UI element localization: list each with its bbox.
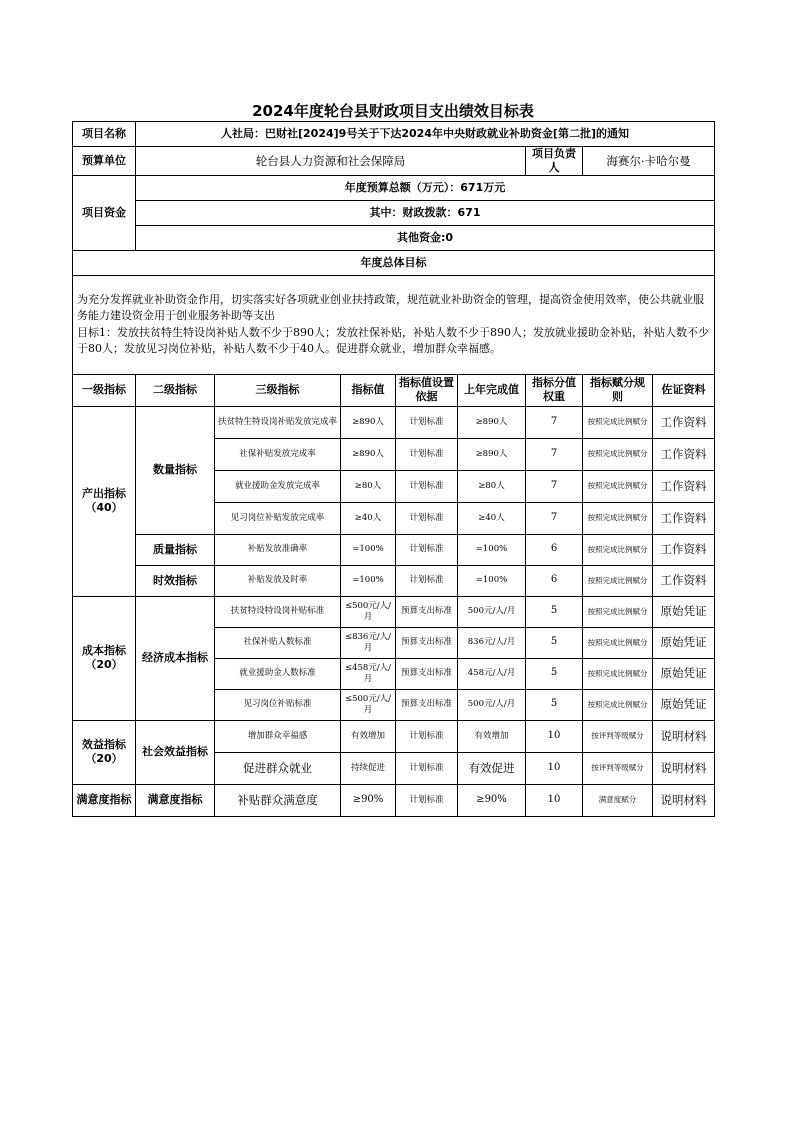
indicator-rule: 按照完成比例赋分 <box>583 689 653 720</box>
indicator-basis: 计划标准 <box>396 752 458 784</box>
indicator-rule: 按照完成比例赋分 <box>583 658 653 689</box>
indicator-weight: 7 <box>526 438 583 470</box>
indicator-value: =100% <box>341 534 396 565</box>
indicator-basis: 预算支出标准 <box>396 627 458 658</box>
indicator-last: ≥80人 <box>458 470 526 502</box>
group-econ-cost: 经济成本指标 <box>136 596 215 720</box>
header-l3: 三级指标 <box>215 374 341 406</box>
group-timeliness: 时效指标 <box>136 565 215 596</box>
funds-label: 项目资金 <box>73 175 136 250</box>
indicator-rule: 按评判等级赋分 <box>583 752 653 784</box>
indicator-basis: 预算支出标准 <box>396 689 458 720</box>
leader-label: 项目负责人 <box>526 147 583 176</box>
group-output: 产出指标（40） <box>73 406 136 596</box>
indicator-weight: 10 <box>526 752 583 784</box>
group-cost: 成本指标（20） <box>73 596 136 720</box>
indicator-name: 社保补贴人数标准 <box>215 627 341 658</box>
table-row <box>73 720 715 752</box>
indicator-rule: 按照完成比例赋分 <box>583 534 653 565</box>
indicator-weight: 7 <box>526 470 583 502</box>
project-name-label: 项目名称 <box>73 122 136 147</box>
indicator-value: ≥90% <box>341 784 396 816</box>
indicator-name: 就业援助金人数标准 <box>215 658 341 689</box>
group-social: 社会效益指标 <box>136 720 215 784</box>
group-satisfaction-l2: 满意度指标 <box>136 784 215 816</box>
indicator-evidence: 工作资料 <box>653 438 715 470</box>
indicator-name: 社保补贴发放完成率 <box>215 438 341 470</box>
project-name-value: 人社局：巴财社[2024]9号关于下达2024年中央财政就业补助资金[第二批]的通知 <box>136 122 715 147</box>
table-row <box>73 784 715 816</box>
indicator-rule: 按评判等级赋分 <box>583 720 653 752</box>
indicator-evidence: 说明材料 <box>653 720 715 752</box>
header-basis: 指标值设置依据 <box>396 374 458 406</box>
indicator-value: =100% <box>341 565 396 596</box>
table-row <box>73 534 715 565</box>
indicator-basis: 计划标准 <box>396 565 458 596</box>
indicator-weight: 6 <box>526 565 583 596</box>
indicator-name: 就业援助金发放完成率 <box>215 470 341 502</box>
indicator-rule: 按照完成比例赋分 <box>583 470 653 502</box>
performance-table <box>72 121 715 817</box>
indicator-rule: 按照完成比例赋分 <box>583 438 653 470</box>
indicator-last: =100% <box>458 534 526 565</box>
project-name-row <box>73 122 715 147</box>
funds-fiscal: 其中：财政拨款：671 <box>136 200 715 225</box>
table-row <box>73 565 715 596</box>
indicator-basis: 计划标准 <box>396 406 458 438</box>
indicator-value: ≤500元/人/月 <box>341 689 396 720</box>
indicator-basis: 计划标准 <box>396 720 458 752</box>
indicator-evidence: 说明材料 <box>653 752 715 784</box>
indicator-name: 促进群众就业 <box>215 752 341 784</box>
indicator-evidence: 说明材料 <box>653 784 715 816</box>
indicator-last: ≥90% <box>458 784 526 816</box>
indicator-evidence: 原始凭证 <box>653 596 715 627</box>
indicator-basis: 预算支出标准 <box>396 658 458 689</box>
indicator-weight: 7 <box>526 502 583 534</box>
indicator-last: =100% <box>458 565 526 596</box>
indicator-rule: 按照完成比例赋分 <box>583 565 653 596</box>
indicator-evidence: 原始凭证 <box>653 627 715 658</box>
budget-unit-label: 预算单位 <box>73 147 136 176</box>
header-evidence: 佐证资料 <box>653 374 715 406</box>
indicator-basis: 预算支出标准 <box>396 596 458 627</box>
annual-goal-header-row <box>73 250 715 275</box>
indicator-last: ≥890人 <box>458 406 526 438</box>
group-quantity: 数量指标 <box>136 406 215 534</box>
indicator-evidence: 工作资料 <box>653 534 715 565</box>
header-l2: 二级指标 <box>136 374 215 406</box>
indicator-value: ≥40人 <box>341 502 396 534</box>
indicator-name: 扶贫特设特设岗补贴标准 <box>215 596 341 627</box>
indicator-last: 有效增加 <box>458 720 526 752</box>
indicator-name: 增加群众幸福感 <box>215 720 341 752</box>
indicator-last: 836元/人/月 <box>458 627 526 658</box>
indicator-weight: 10 <box>526 784 583 816</box>
group-satisfaction: 满意度指标 <box>73 784 136 816</box>
header-value: 指标值 <box>341 374 396 406</box>
indicator-last: 500元/人/月 <box>458 689 526 720</box>
indicator-value: ≤836元/人/月 <box>341 627 396 658</box>
indicator-weight: 7 <box>526 406 583 438</box>
indicator-weight: 5 <box>526 627 583 658</box>
table-row <box>73 406 715 438</box>
indicator-last: 有效促进 <box>458 752 526 784</box>
indicator-value: ≤500元/人/月 <box>341 596 396 627</box>
indicator-last: ≥890人 <box>458 438 526 470</box>
indicator-name: 补贴发放及时率 <box>215 565 341 596</box>
indicator-weight: 10 <box>526 720 583 752</box>
group-quality: 质量指标 <box>136 534 215 565</box>
header-last: 上年完成值 <box>458 374 526 406</box>
indicator-weight: 6 <box>526 534 583 565</box>
annual-goal-text: 为充分发挥就业补助资金作用，切实落实好各项就业创业扶持政策，规范就业补助资金的管理，提高资金使用效率，使公共就业服务能力建设资金用于创业服务补助等支出 目标1：发放扶贫特生特设岗补贴人数不少于890人；发放社保补贴，补贴人数不少于890人；发放就业援助金补贴，补贴人数不少于80人；发放见习岗位补贴，补贴人数不少于40人。促进群众就业，增加群众幸福感。 <box>73 275 715 374</box>
indicator-value: 持续促进 <box>341 752 396 784</box>
indicator-evidence: 工作资料 <box>653 470 715 502</box>
indicator-value: 有效增加 <box>341 720 396 752</box>
indicator-value: ≥80人 <box>341 470 396 502</box>
indicator-name: 补贴发放准确率 <box>215 534 341 565</box>
budget-unit-value: 轮台县人力资源和社会保障局 <box>136 147 526 176</box>
indicator-value: ≥890人 <box>341 406 396 438</box>
indicator-basis: 计划标准 <box>396 438 458 470</box>
indicator-rule: 按照完成比例赋分 <box>583 627 653 658</box>
header-weight: 指标分值权重 <box>526 374 583 406</box>
page-title: 2024年度轮台县财政项目支出绩效目标表 <box>252 102 534 120</box>
indicator-basis: 计划标准 <box>396 784 458 816</box>
indicator-rule: 满意度赋分 <box>583 784 653 816</box>
indicator-value: ≥890人 <box>341 438 396 470</box>
indicator-rule: 按照完成比例赋分 <box>583 406 653 438</box>
annual-goal-label: 年度总体目标 <box>73 250 715 275</box>
indicator-name: 见习岗位补贴发放完成率 <box>215 502 341 534</box>
indicator-value: ≤458元/人/月 <box>341 658 396 689</box>
funds-total-row <box>73 175 715 200</box>
indicator-basis: 计划标准 <box>396 502 458 534</box>
indicator-last: 458元/人/月 <box>458 658 526 689</box>
indicator-rule: 按照完成比例赋分 <box>583 596 653 627</box>
indicator-last: ≥40人 <box>458 502 526 534</box>
table-row <box>73 596 715 627</box>
indicator-name: 见习岗位补贴标准 <box>215 689 341 720</box>
indicator-name: 补贴群众满意度 <box>215 784 341 816</box>
indicator-basis: 计划标准 <box>396 470 458 502</box>
funds-other-row <box>73 225 715 250</box>
group-benefit: 效益指标（20） <box>73 720 136 784</box>
indicator-basis: 计划标准 <box>396 534 458 565</box>
indicator-evidence: 原始凭证 <box>653 658 715 689</box>
header-row <box>73 374 715 406</box>
annual-goal-row <box>73 275 715 374</box>
indicator-evidence: 工作资料 <box>653 502 715 534</box>
header-rule: 指标赋分规则 <box>583 374 653 406</box>
header-l1: 一级指标 <box>73 374 136 406</box>
indicator-last: 500元/人/月 <box>458 596 526 627</box>
indicator-weight: 5 <box>526 689 583 720</box>
indicator-rule: 按照完成比例赋分 <box>583 502 653 534</box>
funds-other: 其他资金:0 <box>136 225 715 250</box>
indicator-evidence: 工作资料 <box>653 565 715 596</box>
indicator-evidence: 原始凭证 <box>653 689 715 720</box>
indicator-evidence: 工作资料 <box>653 406 715 438</box>
budget-unit-row <box>73 147 715 176</box>
indicator-name: 扶贫特生特设岗补贴发放完成率 <box>215 406 341 438</box>
indicator-weight: 5 <box>526 658 583 689</box>
indicator-weight: 5 <box>526 596 583 627</box>
leader-value: 海赛尔·卡哈尔曼 <box>583 147 715 176</box>
funds-total: 年度预算总额（万元）：671万元 <box>136 175 715 200</box>
funds-fiscal-row <box>73 200 715 225</box>
